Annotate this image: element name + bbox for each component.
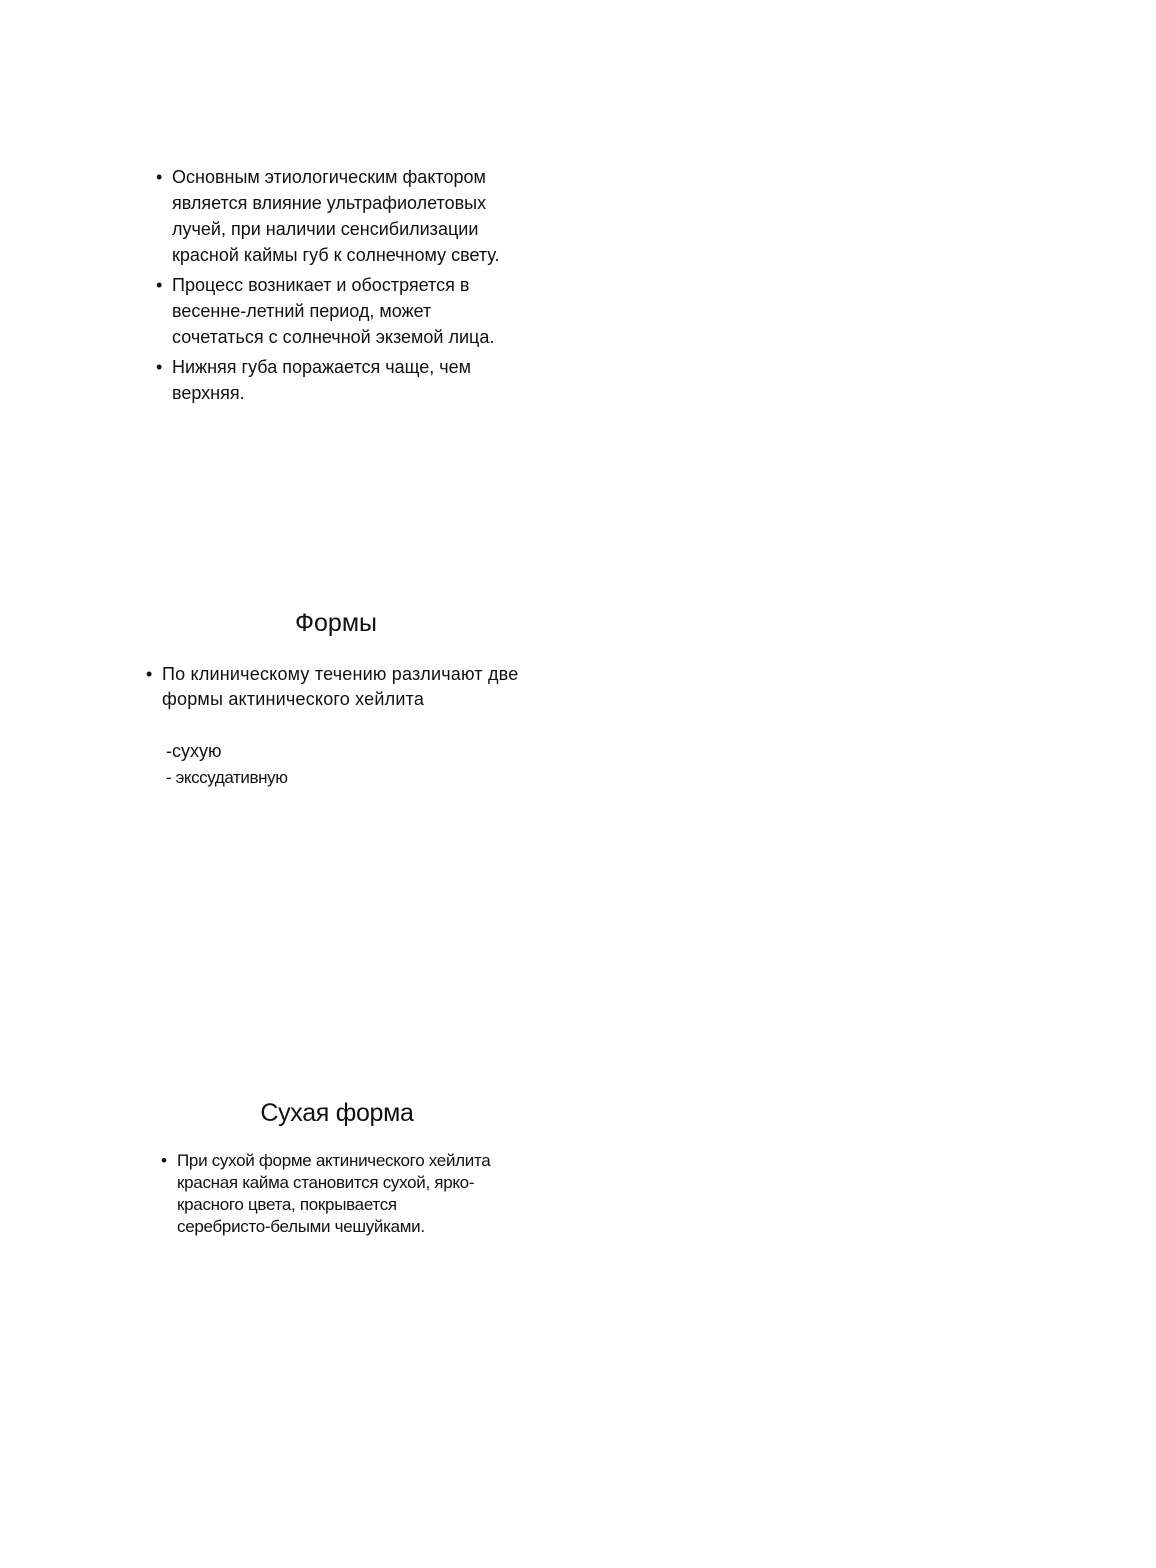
etiology-list	[156, 164, 526, 406]
list-item	[161, 1150, 491, 1238]
dry-form-section	[161, 1150, 491, 1238]
forms-heading: Формы	[295, 609, 377, 637]
dry-form-heading: Сухая форма	[260, 1099, 414, 1127]
bullet-icon: •	[156, 167, 163, 187]
form-item-exudative: - экссудативную	[166, 768, 288, 787]
dry-form-list	[161, 1150, 491, 1238]
bullet-icon: •	[156, 357, 163, 377]
bullet-icon: •	[146, 664, 153, 684]
list-item-text: Основным этиологическим фактором является влияние ультрафиолетовых лучей, при наличии сенсибилизации красной каймы губ к солнечному свету.	[172, 167, 500, 265]
list-item-text: Нижняя губа поражается чаще, чем верхняя.	[172, 357, 472, 403]
list-item-text: Процесс возникает и обостряется в весенне-летний период, может сочетаться с солнечной экземой лица.	[172, 275, 495, 347]
forms-list	[146, 662, 526, 712]
list-item	[156, 164, 526, 268]
list-item-text: По клиническому течению различают две формы актинического хейлита	[162, 664, 519, 709]
list-item	[146, 662, 526, 712]
list-item-text: При сухой форме актинического хейлита красная кайма становится сухой, ярко-красного цвета, покрывается серебристо-белыми чешуйками.	[177, 1151, 491, 1236]
list-item	[156, 354, 526, 406]
etiology-section	[156, 164, 526, 410]
bullet-icon: •	[156, 275, 163, 295]
form-item-dry: -сухую	[166, 741, 222, 761]
list-item	[156, 272, 526, 350]
forms-section	[146, 662, 526, 712]
bullet-icon: •	[161, 1151, 167, 1170]
